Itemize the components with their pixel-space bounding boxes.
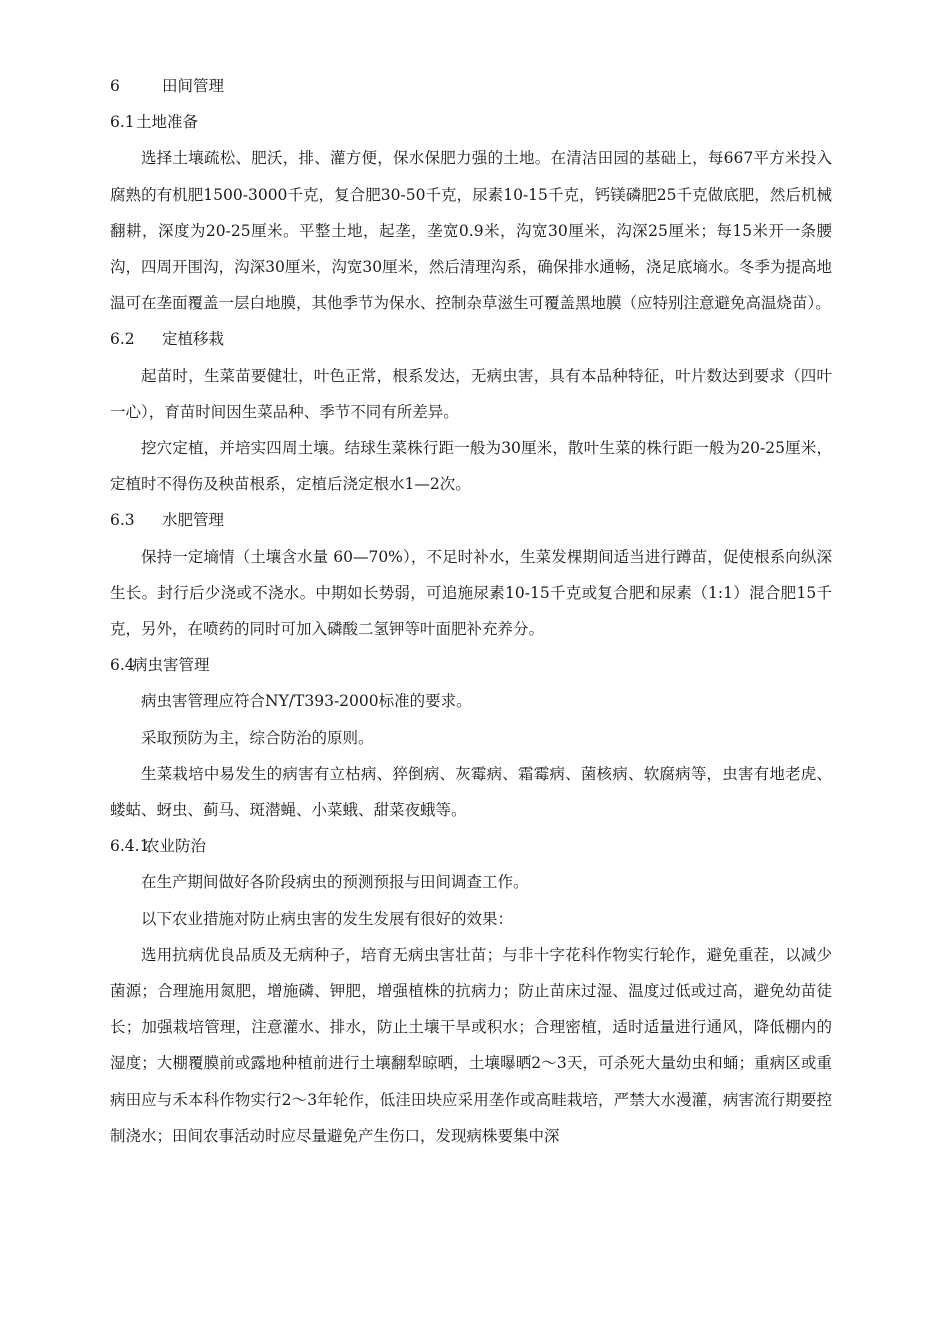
section-title: 定植移栽	[162, 330, 225, 349]
paragraph-principle: 采取预防为主，综合防治的原则。	[141, 728, 374, 747]
section-title: 水肥管理	[162, 511, 225, 530]
paragraph-diseases-pests: 生菜栽培中易发生的病害有立枯病、猝倒病、灰霉病、霜霉病、菌核病、软腐病等，虫害有地老虎、蝼蛄、蚜虫、蓟马、斑潜蝇、小菜蛾、甜菜夜蛾等。	[110, 764, 832, 819]
section-title: 田间管理	[162, 77, 225, 95]
section-heading-6	[110, 68, 832, 104]
paragraph-water-fertilizer: 保持一定墒情（土壤含水量 60—70%），不足时补水，生菜发棵期间适当进行蹲苗，促使根系向纵深生长。封行后少浇或不浇水。中期如长势弱，可追施尿素10-15千克或复合肥和尿素（1:1）混合肥15千克，另外，在喷药的同时可加入磷酸二氢钾等叶面肥补充养分。	[110, 547, 832, 638]
section-title: 农业防治	[144, 837, 207, 856]
section-number: 6.2	[110, 330, 135, 349]
section-number: 6.4.1	[110, 837, 150, 856]
section-heading-6-4	[110, 647, 832, 683]
section-number: 6.4	[110, 656, 135, 675]
section-number: 6	[110, 77, 120, 95]
paragraph-agricultural-measures: 选用抗病优良品质及无病种子，培育无病虫害壮苗；与非十字花科作物实行轮作，避免重茬，以减少菌源；合理施用氮肥，增施磷、钾肥，增强植株的抗病力；防止苗床过湿、温度过低或过高，避免幼苗徒长；加强栽培管理，注意灌水、排水，防止土壤干旱或积水；合理密植，适时适量进行通风，降低棚内的湿度；大棚覆膜前或露地种植前进行土壤翻犁晾晒，土壤曝晒2～3天，可杀死大量幼虫和蛹；重病区或重病田应与禾本科作物实行2～3年轮作，低洼田块应采用垄作或高畦栽培，严禁大水漫灌，病害流行期要控制浇水；田间农事活动时应尽量避免产生伤口，发现病株要集中深	[110, 945, 832, 1145]
section-title: 土地准备	[136, 113, 199, 132]
paragraph-seedling-lifting: 起苗时，生菜苗要健壮，叶色正常，根系发达，无病虫害，具有本品种特征，叶片数达到要求（四叶一心），育苗时间因生菜品种、季节不同有所差异。	[110, 366, 832, 421]
section-number: 6.1	[110, 113, 135, 132]
document-page	[110, 68, 832, 1154]
section-heading-6-1	[110, 104, 832, 140]
section-heading-6-4-1	[110, 828, 832, 864]
section-heading-6-3	[110, 502, 832, 538]
section-heading-6-2	[110, 321, 832, 357]
paragraph-measures-intro: 以下农业措施对防止病虫害的发生发展有很好的效果：	[141, 909, 514, 928]
paragraph-forecast: 在生产期间做好各阶段病虫的预测预报与田间调查工作。	[141, 873, 529, 892]
paragraph-land-preparation: 选择土壤疏松、肥沃，排、灌方便，保水保肥力强的土地。在清洁田园的基础上，每667平方米投入腐熟的有机肥1500-3000千克，复合肥30-50千克，尿素10-15千克，钙镁磷肥25千克做底肥，然后机械翻耕，深度为20-25厘米。平整土地，起垄，垄宽0.9米，沟宽30厘米，沟深25厘米；每15米开一条腰沟，四周开围沟，沟深30厘米，沟宽30厘米，然后清理沟系，确保排水通畅，浇足底墒水。冬季为提高地温可在垄面覆盖一层白地膜，其他季节为保水、控制杂草滋生可覆盖黑地膜（应特别注意避免高温烧苗）。	[110, 149, 832, 313]
paragraph-standard: 病虫害管理应符合NY/T393-2000标准的要求。	[141, 692, 472, 711]
section-title: 病虫害管理	[132, 656, 210, 675]
paragraph-planting: 挖穴定植，并培实四周土壤。结球生菜株行距一般为30厘米，散叶生菜的株行距一般为20-25厘米，定植时不得伤及秧苗根系，定植后浇定根水1—2次。	[110, 438, 832, 494]
section-number: 6.3	[110, 511, 135, 530]
